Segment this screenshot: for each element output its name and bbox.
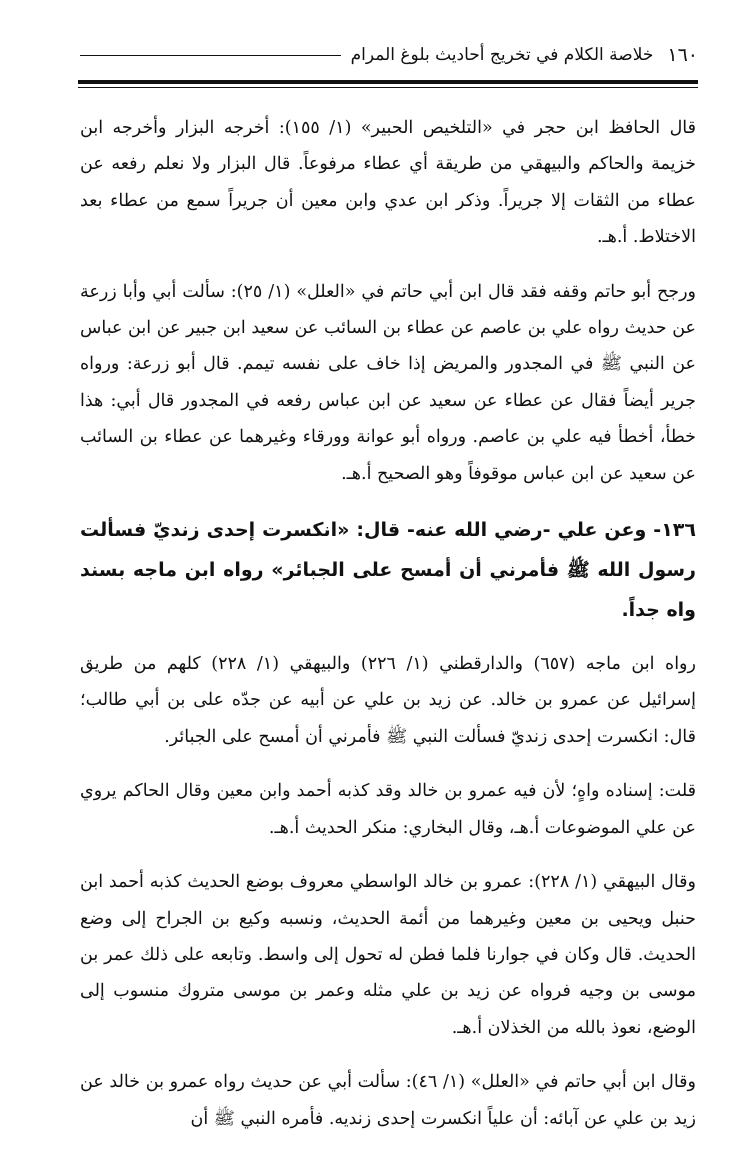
page-body — [80, 110, 696, 1155]
paragraph: وقال البيهقي (١/ ٢٢٨): عمرو بن خالد الواسطي معروف بوضع الحديث كذبه أحمد ابن حنبل ويحيى بن معين وغيرهما من أئمة الحديث، ونسبه وكيع بن الجراح إلى وضع الحديث. قال وكان في جوارنا فلما فطن له تحول إلى واسط. وتابعه على ذلك عمر بن موسى بن وجيه فرواه عن زيد بن علي مثله وعمر بن موسى متروك منسوب إلى الوضع، نعوذ بالله من الخذلان أ.هـ. — [80, 872, 697, 1038]
paragraph: ورجح أبو حاتم وقفه فقد قال ابن أبي حاتم في «العلل» (١/ ٢٥): سألت أبي وأبا زرعة عن حديث رواه علي بن عاصم عن عطاء بن السائب عن سعيد ابن جبير عن ابن عباس عن النبي ﷺ في المجدور والمريض إذا خاف على نفسه تيمم. قال أبو زرعة: ورواه جرير أيضاً فقال عن عطاء عن سعيد عن ابن عباس رفعه في المجدور قال أبي: هذا خطأ، أخطأ فيه علي بن عاصم. ورواه أبو عوانة وورقاء وغيرهما عن عطاء بن السائب عن سعيد عن ابن عباس موقوفاً وهو الصحيح أ.هـ. — [80, 281, 696, 484]
hadith-text: ١٣٦- وعن علي -رضي الله عنه- قال: «انكسرت إحدى زنديّ فسألت رسول الله ﷺ فأمرني أن أمسح على الجبائر» رواه ابن ماجه بسند واه جداً. — [80, 519, 696, 622]
paragraph: قال الحافظ ابن حجر في «التلخيص الحبير» (١/ ١٥٥): أخرجه البزار وأخرجه ابن خزيمة والحاكم والبيهقي من طريقة أي عطاء مرفوعاً. قال البزار ولا نعلم رفعه عن عطاء من الثقات إلا جريراً. وذكر ابن عدي وابن معين أن جريراً سمع من عطاء بعد الاختلاط. أ.هـ. — [80, 118, 696, 248]
paragraph: قلت: إسناده واهٍ؛ لأن فيه عمرو بن خالد وقد كذبه أحمد وابن معين وقال الحاكم يروي عن علي الموضوعات أ.هـ، وقال البخاري: منكر الحديث أ.هـ. — [80, 781, 696, 838]
header-rule — [80, 55, 341, 56]
header-divider-thin — [78, 87, 698, 88]
paragraph: رواه ابن ماجه (٦٥٧) والدارقطني (١/ ٢٢٦) والبيهقي (١/ ٢٢٨) كلهم من طريق إسرائيل عن عمرو بن خالد. عن زيد بن علي عن أبيه عن جدّه على بن أبي طالب؛ قال: انكسرت إحدى زنديّ فسألت النبي ﷺ فأمرني أن أمسح على الجبائر. — [80, 654, 696, 747]
page-number: ١٦٠ — [667, 44, 698, 66]
paragraph: وقال ابن أبي حاتم في «العلل» (١/ ٤٦): سألت أبي عن حديث رواه عمرو بن خالد عن زيد بن علي عن آبائه: أن علياً انكسرت إحدى زنديه. فأمره النبي ﷺ أن — [80, 1072, 696, 1129]
running-header — [80, 38, 698, 72]
header-divider-thick — [78, 80, 698, 84]
book-title: خلاصة الكلام في تخريج أحاديث بلوغ المرام — [350, 45, 654, 65]
